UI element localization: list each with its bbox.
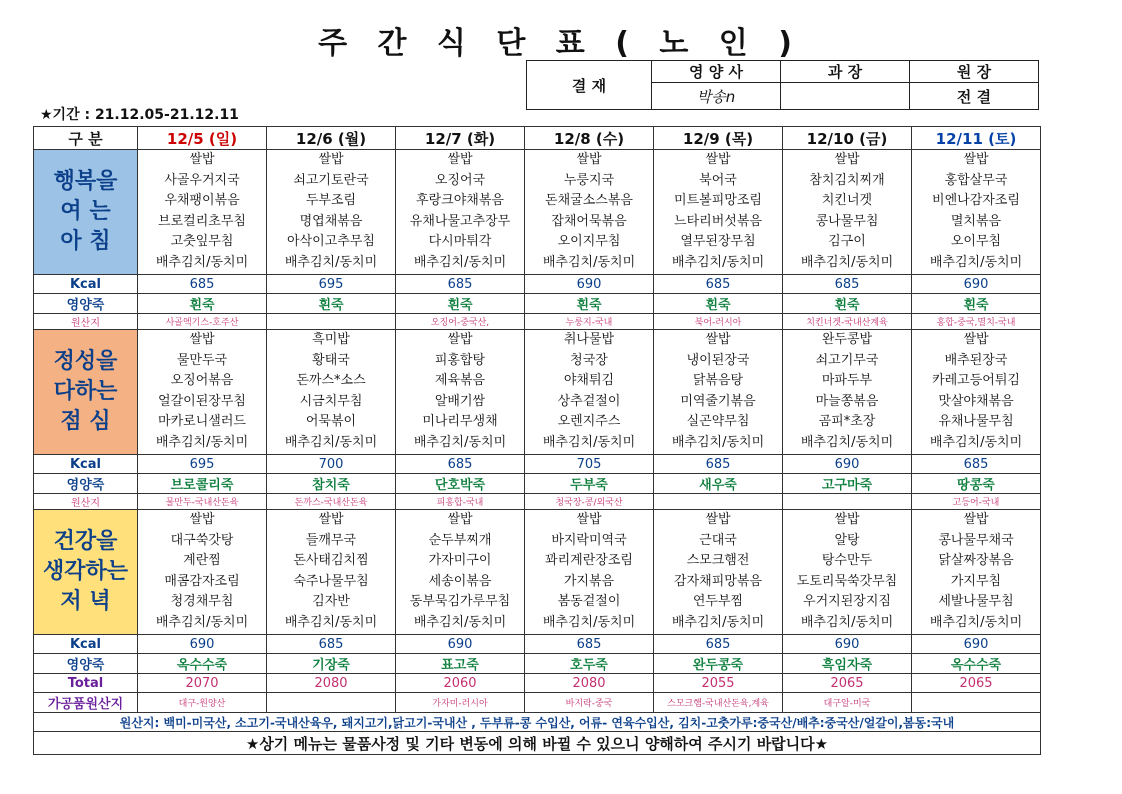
dish-item: 마카로니샐러드	[158, 414, 246, 429]
dish-item: 세발나물무침	[938, 594, 1014, 609]
origin-value: 홍합-중국,멸치-국내	[912, 314, 1041, 330]
origin-value: 물만두-국내산돈육	[138, 494, 267, 510]
approval-role-manager: 과 장	[781, 61, 910, 83]
dish-item: 배추김치/동치미	[671, 434, 765, 450]
kcal-value: 685	[654, 275, 783, 294]
header-row	[34, 127, 1041, 150]
day-header: 12/6 (월)	[267, 127, 396, 150]
processed-origin-label: 가공품원산지	[34, 693, 138, 713]
porridge-value: 브로콜리죽	[138, 474, 267, 494]
dish-item: 오징어볶음	[170, 373, 234, 388]
origin-value: 북어-러시아	[654, 314, 783, 330]
lunch-menu-cell	[138, 330, 267, 455]
dish-item: 황태국	[312, 352, 350, 368]
dinner-porridge-row	[34, 654, 1041, 674]
approval-table	[526, 60, 1039, 110]
dish-item: 쌀밥	[189, 332, 215, 347]
lunch-menu-cell	[267, 330, 396, 455]
porridge-value: 고구마죽	[783, 474, 912, 494]
dinner-menu-cell	[138, 510, 267, 635]
dish-item: 배추김치/동치미	[155, 434, 249, 450]
total-value: 2055	[654, 674, 783, 693]
origin-value: 돈까스-국내산돈육	[267, 494, 396, 510]
total-value: 2070	[138, 674, 267, 693]
porridge-label: 영양죽	[34, 294, 138, 314]
origin-value: 오징어-중국산,	[396, 314, 525, 330]
dish-item: 미역줄기볶음	[680, 393, 756, 409]
origin-value: 고등어-국내	[912, 494, 1041, 510]
dish-item: 쌀밥	[705, 332, 731, 347]
dish-item: 우채팽이볶음	[164, 193, 240, 208]
kcal-label: Kcal	[34, 275, 138, 294]
dish-item: 배추김치/동치미	[671, 254, 765, 270]
dish-item: 쌀밥	[189, 152, 215, 167]
page-title: 주 간 식 단 표 ( 노 인 )	[318, 26, 802, 61]
dish-item: 쌀밥	[447, 332, 473, 347]
processed-origin-value	[267, 693, 396, 713]
dish-item: 미트볼피망조림	[674, 193, 762, 208]
total-value: 2080	[525, 674, 654, 693]
dish-item: 감자채피망볶음	[674, 573, 762, 589]
day-header: 12/7 (화)	[396, 127, 525, 150]
kcal-value: 695	[138, 455, 267, 474]
lunch-menu-row	[34, 330, 1041, 455]
dish-item: 콩나물무채국	[938, 532, 1014, 548]
porridge-value: 흰죽	[267, 294, 396, 314]
approval-sign-manager	[781, 83, 910, 110]
dish-item: 유채나물무침	[938, 414, 1014, 429]
dish-item: 도토리묵쑥갓무침	[796, 573, 898, 589]
dish-item: 냉이된장국	[686, 352, 750, 368]
breakfast-menu-cell	[654, 150, 783, 275]
porridge-value: 흑임자죽	[783, 654, 912, 674]
lunch-menu-cell	[396, 330, 525, 455]
lunch-porridge-row	[34, 474, 1041, 494]
dish-item: 들깨무국	[305, 532, 357, 548]
dish-item: 돈사태김치찜	[293, 553, 369, 568]
dish-item: 카레고등어튀김	[932, 373, 1020, 388]
dish-item: 배추된장국	[944, 352, 1008, 368]
dish-item: 청경채무침	[170, 594, 234, 609]
breakfast-menu-cell	[783, 150, 912, 275]
porridge-value: 기장죽	[267, 654, 396, 674]
dish-item: 탕수만두	[821, 553, 873, 568]
dish-item: 쌀밥	[834, 512, 860, 527]
footer-note: ★상기 메뉴는 물품사정 및 기타 변동에 의해 바뀔 수 있으니 양해하여 주시기 바랍니다★	[34, 732, 1041, 755]
kcal-value: 685	[267, 635, 396, 654]
porridge-value: 호두죽	[525, 654, 654, 674]
dish-item: 유채나물고추장무	[409, 213, 511, 229]
kcal-value: 685	[525, 635, 654, 654]
dish-item: 맛살야채볶음	[938, 393, 1014, 409]
dish-item: 쌀밥	[576, 152, 602, 167]
kcal-value: 690	[912, 275, 1041, 294]
dish-item: 쌀밥	[834, 152, 860, 167]
dish-item: 콩나물무침	[815, 213, 879, 229]
processed-origin-value: 대구-원양산	[138, 693, 267, 713]
dish-item: 제육볶음	[434, 373, 486, 388]
porridge-value: 땅콩죽	[912, 474, 1041, 494]
dish-item: 쇠고기토란국	[293, 172, 369, 188]
day-header: 12/10 (금)	[783, 127, 912, 150]
dinner-menu-cell	[267, 510, 396, 635]
kcal-value: 705	[525, 455, 654, 474]
breakfast-menu-cell	[912, 150, 1041, 275]
dish-item: 피홍합탕	[434, 352, 486, 368]
dinner-menu-cell	[783, 510, 912, 635]
dish-item: 배추김치/동치미	[542, 254, 636, 270]
weekly-menu-table	[33, 126, 1041, 755]
dish-item: 야채튀김	[563, 373, 615, 388]
kcal-value: 690	[138, 635, 267, 654]
period: ★기간 : 21.12.05-21.12.11	[40, 107, 239, 123]
origin-value	[267, 314, 396, 330]
dish-item: 열무된장무침	[680, 234, 756, 249]
kcal-value: 685	[396, 275, 525, 294]
dish-item: 쌀밥	[963, 332, 989, 347]
origin-value	[654, 494, 783, 510]
dish-item: 배추김치/동치미	[671, 614, 765, 630]
dish-item: 아삭이고추무침	[287, 234, 375, 249]
day-header: 12/9 (목)	[654, 127, 783, 150]
origin-value: 사골엑기스-호주산	[138, 314, 267, 330]
kcal-value: 690	[525, 275, 654, 294]
lunch-menu-cell	[525, 330, 654, 455]
dish-item: 돈채굴소스볶음	[545, 193, 633, 208]
dish-item: 쌀밥	[318, 152, 344, 167]
header-label: 구 분	[34, 127, 138, 150]
total-value: 2080	[267, 674, 396, 693]
kcal-value: 690	[783, 635, 912, 654]
dish-item: 세송이볶음	[428, 573, 492, 589]
dinner-menu-cell	[396, 510, 525, 635]
dish-item: 닭볶음탕	[692, 373, 744, 388]
dish-item: 돈까스*소스	[296, 373, 366, 388]
dish-item: 쌀밥	[705, 152, 731, 167]
dish-item: 배추김치/동치미	[542, 434, 636, 450]
day-header: 12/5 (일)	[138, 127, 267, 150]
origin-note-row	[34, 713, 1041, 732]
dish-item: 순두부찌개	[428, 532, 492, 548]
porridge-value: 표고죽	[396, 654, 525, 674]
kcal-value: 690	[912, 635, 1041, 654]
dish-item: 배추김치/동치미	[929, 434, 1023, 450]
kcal-value: 685	[396, 455, 525, 474]
dinner-kcal-row	[34, 635, 1041, 654]
origin-value	[783, 494, 912, 510]
breakfast-menu-cell	[138, 150, 267, 275]
dinner-menu-cell	[654, 510, 783, 635]
dish-item: 상추겉절이	[557, 393, 621, 409]
porridge-value: 참치죽	[267, 474, 396, 494]
porridge-value: 흰죽	[654, 294, 783, 314]
kcal-label: Kcal	[34, 635, 138, 654]
kcal-value: 685	[912, 455, 1041, 474]
dish-item: 숙주나물무침	[293, 573, 369, 589]
breakfast-porridge-row	[34, 294, 1041, 314]
dish-item: 봄동겉절이	[557, 594, 621, 609]
dish-item: 완두콩밥	[821, 332, 873, 347]
dish-item: 계란찜	[183, 553, 221, 568]
dish-item: 홍합살무국	[944, 172, 1008, 188]
dish-item: 쌀밥	[963, 512, 989, 527]
kcal-value: 685	[654, 635, 783, 654]
dish-item: 흑미밥	[312, 332, 350, 347]
dish-item: 오렌지주스	[557, 414, 621, 429]
dish-item: 북어국	[699, 172, 737, 188]
approval-sign-director: 전 결	[910, 83, 1039, 110]
dish-item: 닭살짜장볶음	[938, 553, 1014, 568]
breakfast-menu-cell	[525, 150, 654, 275]
kcal-value: 690	[783, 455, 912, 474]
dish-item: 쌀밥	[189, 512, 215, 527]
origin-label: 원산지	[34, 314, 138, 330]
breakfast-label: 행복을 여 는 아 침	[34, 150, 138, 275]
kcal-value: 690	[396, 635, 525, 654]
dish-item: 취나물밥	[563, 332, 615, 347]
dish-item: 배추김치/동치미	[284, 434, 378, 450]
kcal-value: 700	[267, 455, 396, 474]
day-header: 12/8 (수)	[525, 127, 654, 150]
porridge-label: 영양죽	[34, 654, 138, 674]
total-row	[34, 674, 1041, 693]
lunch-menu-cell	[783, 330, 912, 455]
approval-label: 결 재	[527, 61, 652, 110]
dish-item: 치킨너겟	[821, 193, 873, 208]
dish-item: 쌀밥	[705, 512, 731, 527]
porridge-value: 완두콩죽	[654, 654, 783, 674]
dish-item: 대구쑥갓탕	[170, 532, 234, 548]
dish-item: 쌀밥	[447, 152, 473, 167]
dish-item: 배추김치/동치미	[284, 254, 378, 270]
dish-item: 멸치볶음	[950, 213, 1002, 229]
lunch-label: 정성을 다하는 점 심	[34, 330, 138, 455]
lunch-menu-cell	[654, 330, 783, 455]
dish-item: 쌀밥	[447, 512, 473, 527]
dish-item: 명엽채볶음	[299, 213, 363, 229]
porridge-value: 옥수수죽	[912, 654, 1041, 674]
dinner-menu-cell	[912, 510, 1041, 635]
breakfast-menu-cell	[267, 150, 396, 275]
processed-origin-row	[34, 693, 1041, 713]
origin-value: 누룽지-국내	[525, 314, 654, 330]
breakfast-menu-row	[34, 150, 1041, 275]
porridge-value: 흰죽	[396, 294, 525, 314]
dish-item: 가자미구이	[428, 553, 492, 568]
kcal-value: 685	[783, 275, 912, 294]
dish-item: 마파두부	[821, 373, 873, 388]
total-value: 2065	[912, 674, 1041, 693]
dish-item: 배추김치/동치미	[284, 614, 378, 630]
dish-item: 후랑크야채볶음	[416, 193, 504, 208]
kcal-label: Kcal	[34, 455, 138, 474]
kcal-value: 685	[654, 455, 783, 474]
origin-value: 치킨너겟-국내산계육	[783, 314, 912, 330]
dish-item: 쌀밥	[963, 152, 989, 167]
origin-value: 피홍합-국내	[396, 494, 525, 510]
dish-item: 오이무침	[950, 234, 1002, 249]
dish-item: 배추김치/동치미	[413, 254, 507, 270]
dish-item: 배추김치/동치미	[800, 434, 894, 450]
dish-item: 배추김치/동치미	[929, 614, 1023, 630]
processed-origin-value	[912, 693, 1041, 713]
dish-item: 김자반	[312, 594, 350, 609]
dish-item: 쇠고기무국	[815, 352, 879, 368]
total-label: Total	[34, 674, 138, 693]
dish-item: 가지볶음	[563, 573, 615, 589]
origin-note: 원산지: 백미-미국산, 소고기-국내산육우, 돼지고기,닭고기-국내산 , 두부류-콩 수입산, 어류- 연육수입산, 김치-고춧가루:중국산/배추:중국산/얼갈이,봄동:국내	[34, 713, 1041, 732]
processed-origin-value: 대구알-미국	[783, 693, 912, 713]
dish-item: 배추김치/동치미	[542, 614, 636, 630]
dish-item: 두부조림	[305, 193, 357, 208]
origin-label: 원산지	[34, 494, 138, 510]
processed-origin-value: 바지락-중국	[525, 693, 654, 713]
dish-item: 배추김치/동치미	[155, 614, 249, 630]
dish-item: 쌀밥	[318, 512, 344, 527]
dinner-menu-cell	[525, 510, 654, 635]
footer-row	[34, 732, 1041, 755]
porridge-value: 흰죽	[525, 294, 654, 314]
porridge-label: 영양죽	[34, 474, 138, 494]
dish-item: 동부묵김가루무침	[409, 594, 511, 609]
dish-item: 오징어국	[434, 172, 486, 188]
dish-item: 배추김치/동치미	[155, 254, 249, 270]
dish-item: 배추김치/동치미	[413, 434, 507, 450]
approval-role-dietitian: 영 양 사	[652, 61, 781, 83]
dish-item: 참치김치찌개	[809, 172, 885, 188]
dish-item: 오이지무침	[557, 234, 621, 249]
porridge-value: 옥수수죽	[138, 654, 267, 674]
processed-origin-value: 가자미-러시아	[396, 693, 525, 713]
total-value: 2060	[396, 674, 525, 693]
dish-item: 매콤감자조림	[164, 573, 240, 589]
approval-role-director: 원 장	[910, 61, 1039, 83]
lunch-kcal-row	[34, 455, 1041, 474]
dish-item: 시금치무침	[299, 393, 363, 409]
dish-item: 곰피*초장	[818, 414, 876, 429]
breakfast-menu-cell	[396, 150, 525, 275]
dish-item: 잡채어묵볶음	[551, 213, 627, 229]
breakfast-kcal-row	[34, 275, 1041, 294]
dish-item: 실곤약무침	[686, 414, 750, 429]
dish-item: 마늘쫑볶음	[815, 393, 879, 409]
dish-item: 비엔나감자조림	[932, 193, 1020, 208]
dish-item: 누룽지국	[563, 172, 615, 188]
dish-item: 쌀밥	[576, 512, 602, 527]
dinner-menu-row	[34, 510, 1041, 635]
total-value: 2065	[783, 674, 912, 693]
dish-item: 어묵볶이	[305, 414, 357, 429]
dish-item: 알탕	[834, 532, 860, 548]
origin-value: 청국장-콩/외국산	[525, 494, 654, 510]
dish-item: 김구이	[828, 234, 866, 249]
dish-item: 느타리버섯볶음	[674, 213, 762, 229]
dish-item: 배추김치/동치미	[800, 614, 894, 630]
dish-item: 물만두국	[176, 352, 228, 368]
processed-origin-value: 스모크햄-국내산돈육,계육	[654, 693, 783, 713]
dish-item: 배추김치/동치미	[413, 614, 507, 630]
lunch-origin-row	[34, 494, 1041, 510]
dish-item: 배추김치/동치미	[800, 254, 894, 270]
dish-item: 얼갈이된장무침	[158, 393, 246, 409]
dish-item: 알배기쌈	[434, 393, 486, 409]
dish-item: 청국장	[570, 352, 608, 368]
dish-item: 배추김치/동치미	[929, 254, 1023, 270]
dish-item: 근대국	[699, 532, 737, 548]
porridge-value: 새우죽	[654, 474, 783, 494]
kcal-value: 695	[267, 275, 396, 294]
porridge-value: 흰죽	[783, 294, 912, 314]
breakfast-origin-row	[34, 314, 1041, 330]
dish-item: 다시마튀각	[428, 234, 492, 249]
dish-item: 꽈리계란장조림	[545, 553, 633, 568]
dish-item: 사골우거지국	[164, 172, 240, 188]
dish-item: 고춧잎무침	[170, 234, 234, 249]
dinner-label: 건강을 생각하는 저 녁	[34, 510, 138, 635]
porridge-value: 두부죽	[525, 474, 654, 494]
dish-item: 우거지된장지짐	[803, 594, 891, 609]
dish-item: 미나리무생채	[422, 414, 498, 429]
porridge-value: 단호박죽	[396, 474, 525, 494]
kcal-value: 685	[138, 275, 267, 294]
dish-item: 스모크햄전	[686, 553, 750, 568]
porridge-value: 흰죽	[138, 294, 267, 314]
day-header: 12/11 (토)	[912, 127, 1041, 150]
dish-item: 브로컬리초무침	[158, 213, 246, 229]
dish-item: 연두부찜	[692, 594, 744, 609]
dish-item: 바지락미역국	[551, 532, 627, 548]
porridge-value: 흰죽	[912, 294, 1041, 314]
lunch-menu-cell	[912, 330, 1041, 455]
dish-item: 가지무침	[950, 573, 1002, 589]
approval-sign-dietitian: 박송n	[652, 83, 781, 110]
